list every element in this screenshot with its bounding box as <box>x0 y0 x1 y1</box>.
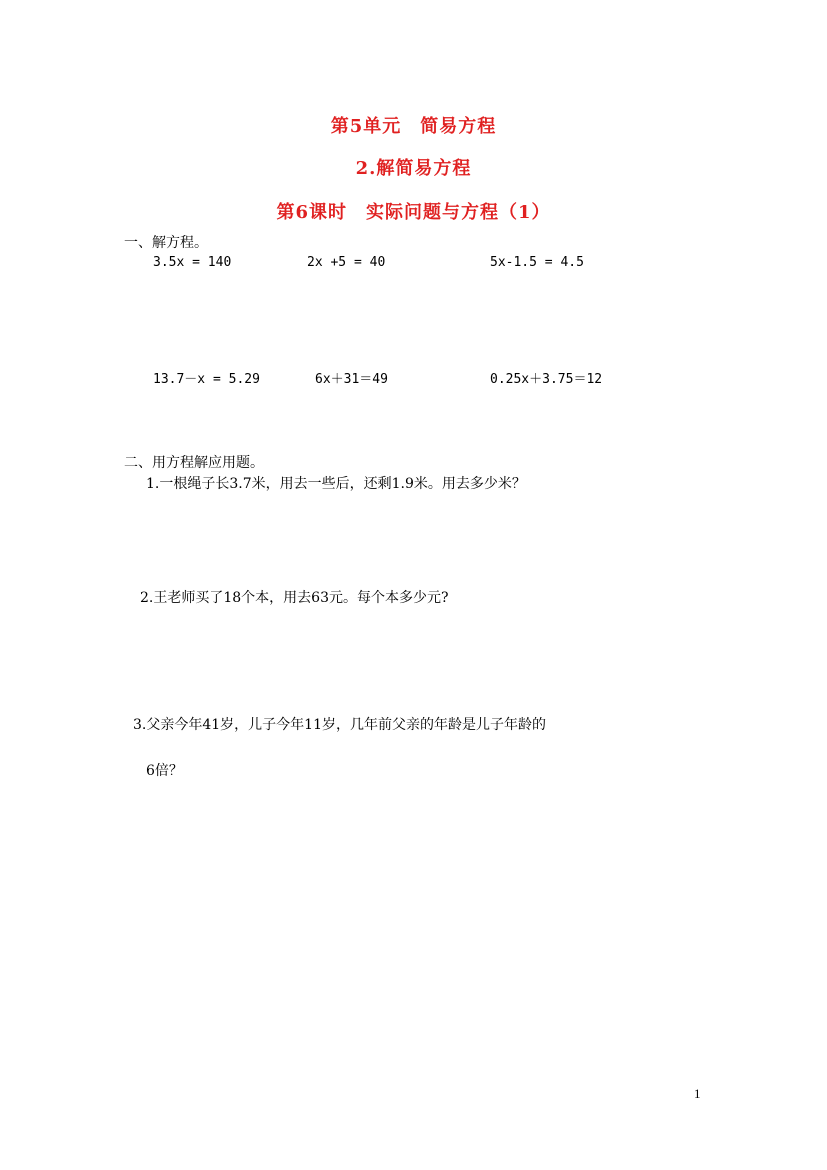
equation-5: 6x＋31＝49 <box>315 372 388 387</box>
lesson-title: 第6课时 实际问题与方程（1） <box>276 202 551 223</box>
part1-heading: 一、解方程。 <box>124 235 208 251</box>
question-3: 3.父亲今年41岁，儿子今年11岁，几年前父亲的年龄是儿子年龄的 <box>133 717 546 733</box>
equation-1: 3.5x = 140 <box>153 255 232 270</box>
equation-2: 2x +5 = 40 <box>307 255 386 270</box>
question-3-continued: 6倍？ <box>146 763 183 779</box>
section-title: 2.解简易方程 <box>355 158 472 179</box>
equation-3: 5x-1.5 = 4.5 <box>490 255 584 270</box>
part2-heading: 二、用方程解应用题。 <box>124 455 264 471</box>
equation-6: 0.25x＋3.75＝12 <box>490 372 603 387</box>
question-1: 1.一根绳子长3.7米，用去一些后，还剩1.9米。用去多少米？ <box>146 476 526 492</box>
unit-title: 第5单元 简易方程 <box>330 116 497 137</box>
page-number: 1 <box>694 1086 701 1101</box>
equation-4: 13.7－x = 5.29 <box>153 372 260 387</box>
question-2: 2.王老师买了18个本，用去63元。每个本多少元? <box>140 590 449 606</box>
